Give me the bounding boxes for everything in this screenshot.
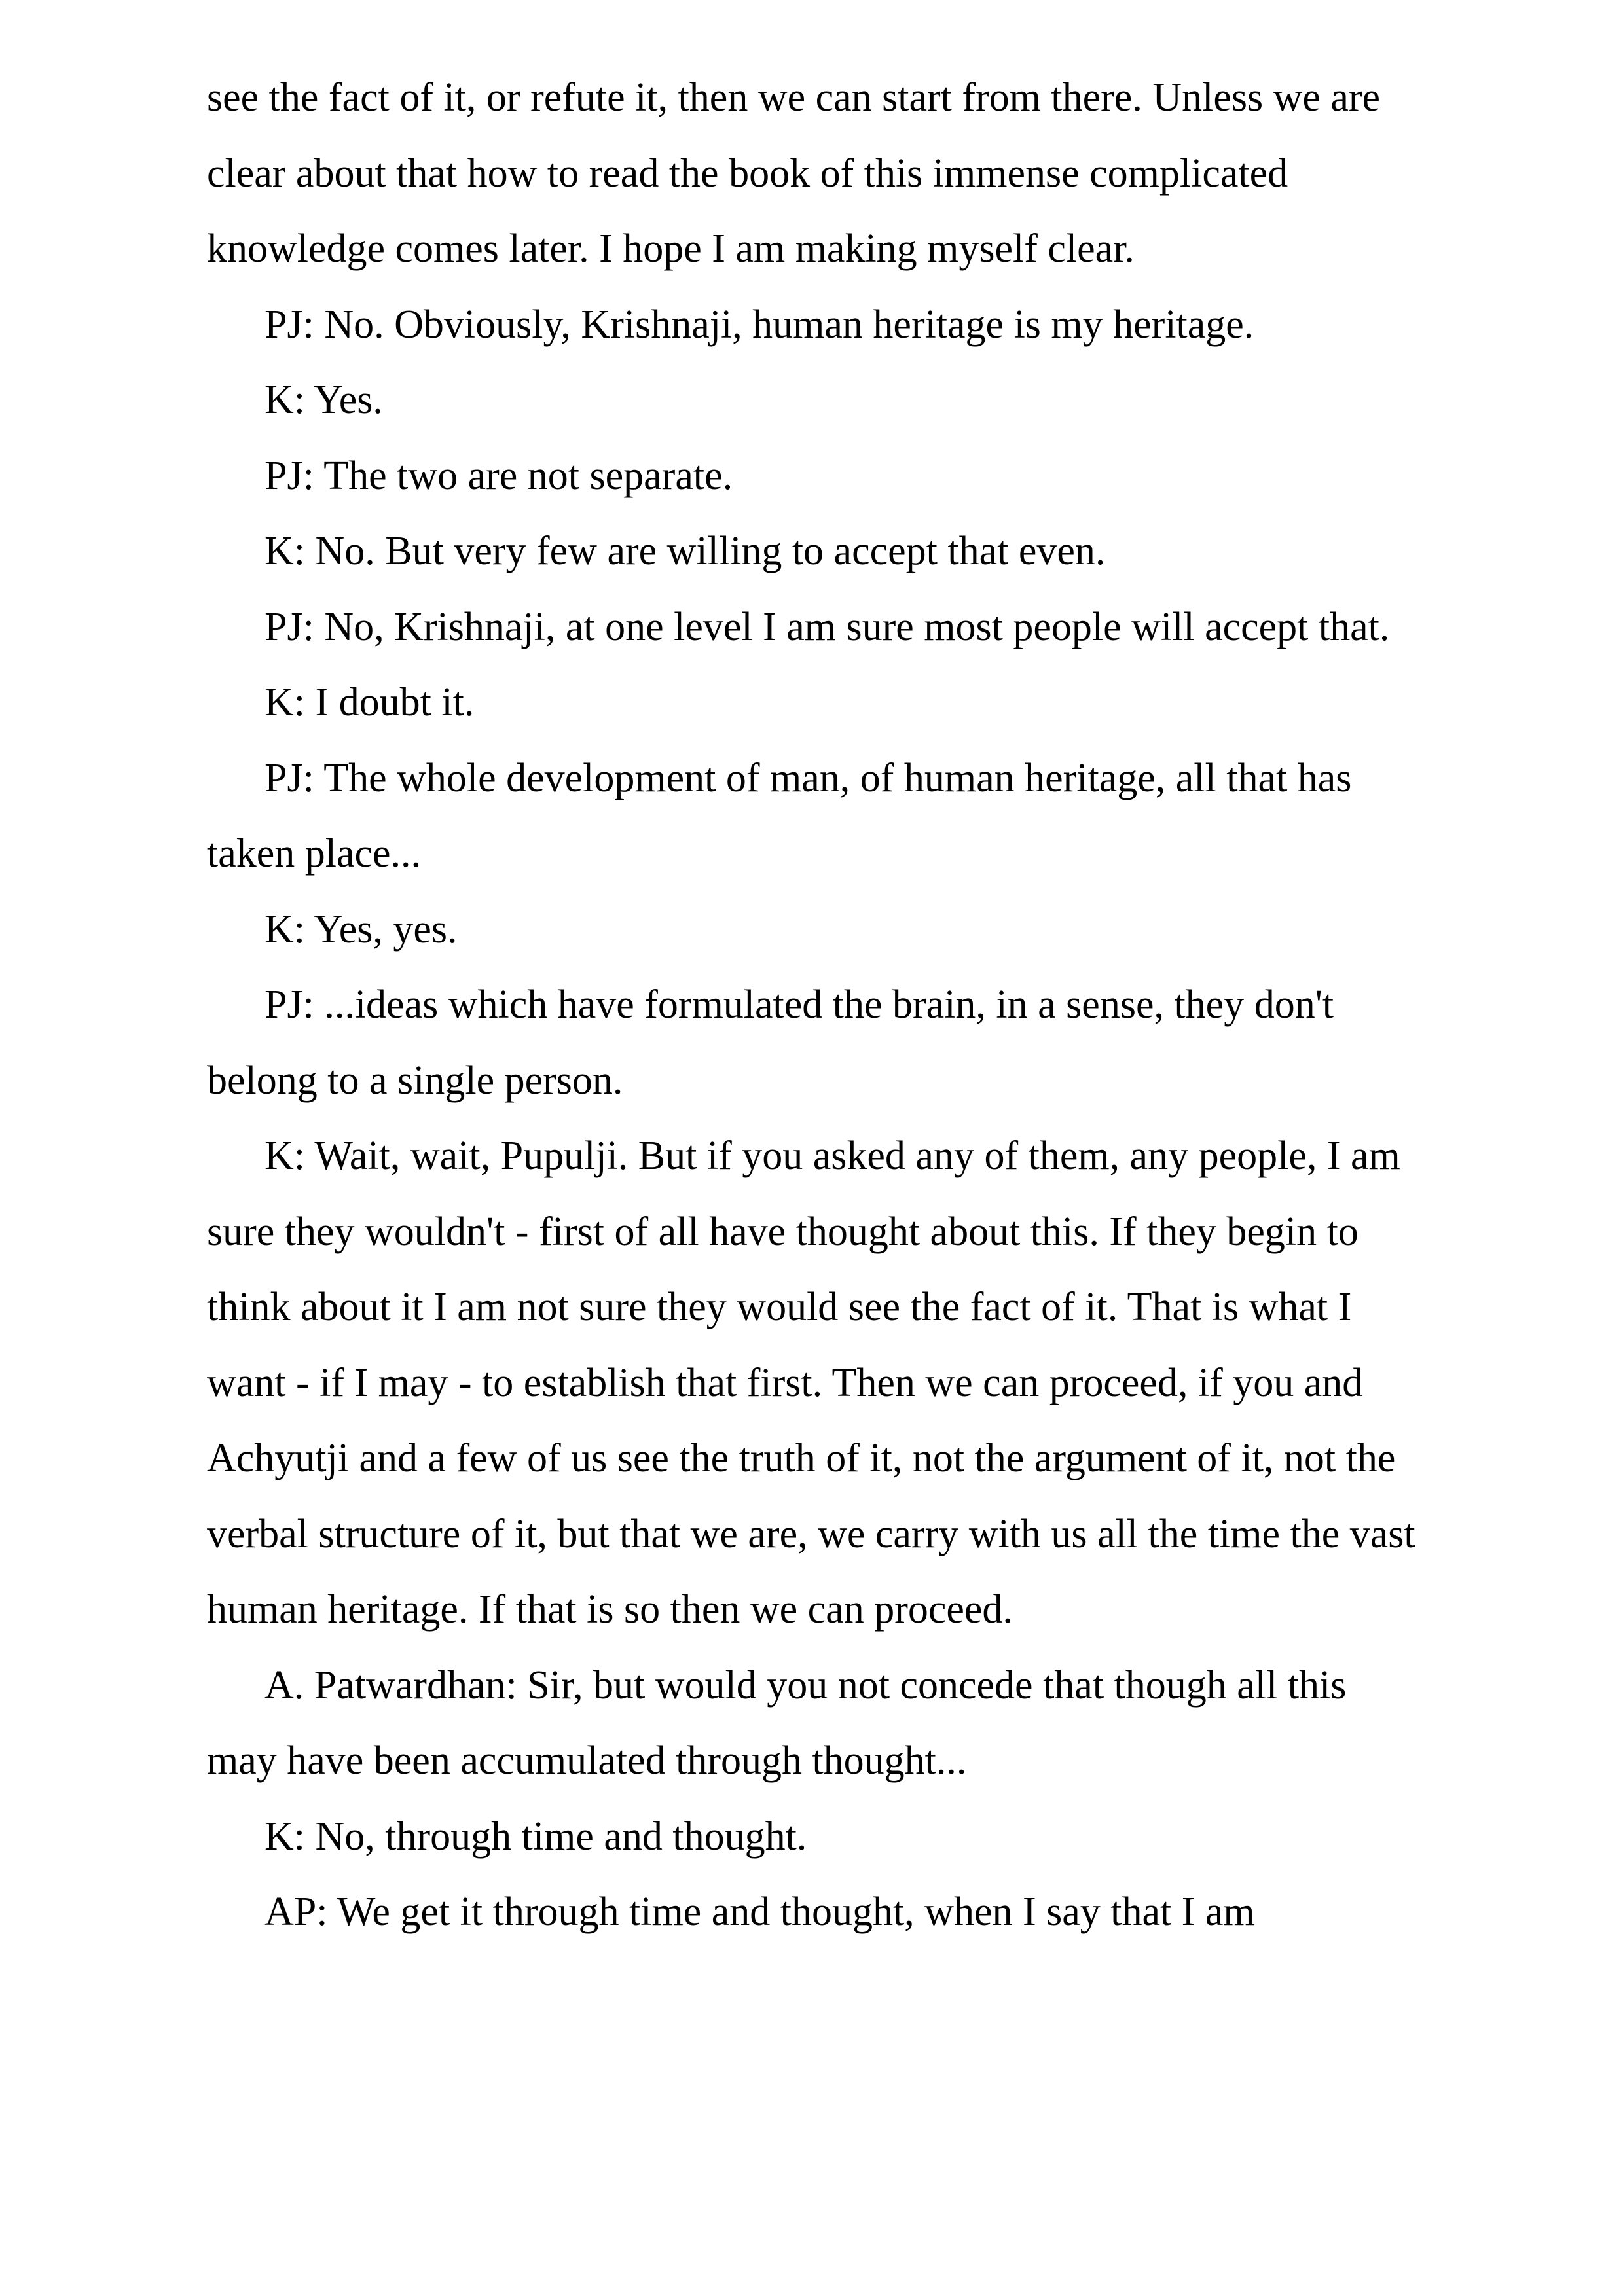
paragraph-k-5: K: Wait, wait, Pupulji. But if you asked any of them, any people, I am sure they wouldn't - first of all have thought about this. If they begin to think about it I am not sure they would see the fact of it. That is what I want - if I may - to establish that first. Then we can proceed, if you and Achyutji and a few of us see the truth of it, not the argument of it, not the verbal structure of it, but that we are, we carry with us all the time the vast human heritage. If that is so then we can proceed.: [207, 1134, 1415, 1632]
paragraph-k-6: K: No, through time and thought.: [264, 1814, 807, 1859]
paragraph-pj-2: PJ: The two are not separate.: [264, 453, 733, 498]
paragraph-k-1: K: Yes.: [264, 378, 383, 422]
paragraph-pj-1: PJ: No. Obviously, Krishnaji, human heritage is my heritage.: [264, 302, 1254, 347]
paragraph-k-4: K: Yes, yes.: [264, 906, 458, 952]
paragraph-k-2: K: No. But very few are willing to accept that even.: [264, 529, 1106, 573]
paragraph-pj-3: PJ: No, Krishnaji, at one level I am sure most people will accept that.: [264, 604, 1390, 649]
paragraph-pj-5: PJ: ...ideas which have formulated the brain, in a sense, they don't belong to a single person.: [207, 982, 1334, 1103]
transcript-text: [207, 60, 1418, 1950]
paragraph-k-3: K: I doubt it.: [264, 680, 475, 725]
paragraph-ap-1: A. Patwardhan: Sir, but would you not concede that though all this may have been accumulated through thought...: [207, 1662, 1347, 1783]
paragraph-ap-2: AP: We get it through time and thought, when I say that I am: [264, 1890, 1255, 1934]
paragraph-pj-4: PJ: The whole development of man, of human heritage, all that has taken place...: [207, 755, 1352, 876]
paragraph-continuation: see the fact of it, or refute it, then we can start from there. Unless we are clear about that how to read the book of this immense complicated knowledge comes later. I hope I am making myself clear.: [207, 75, 1381, 271]
